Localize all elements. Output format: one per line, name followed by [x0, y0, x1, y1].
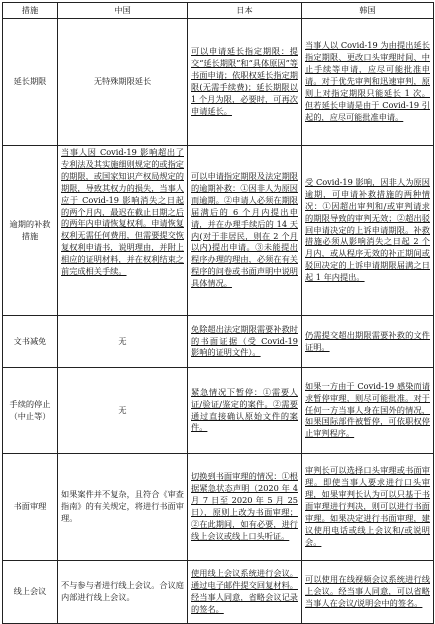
table-row-extension	[3, 19, 434, 146]
china-cell: 不与参与者进行线上会议。合议庭内部进行线上会议。	[58, 561, 188, 624]
measure-cell: 文书减免	[3, 316, 58, 368]
korea-cell: 审判长可以选择口头审理或书面审理。即使当事人要求进行口头审理，如果审判长认为可以只基于书面审理进行判决，则可以进行书面审理。如果决定进行书面审理，建议使用电话或线上会议和/或说明会。	[302, 454, 434, 561]
japan-cell: 可以申请延长指定期限：提交“延长期限”和“具体原因”等书面申请；依职权延长指定期限(无需手续费)；延长期限以 1 个月为限，必要时，可再次申请延长。	[188, 19, 302, 146]
japan-cell: 可以申请指定期限及法定期限的逾期补救：①因非人为原因而逾期。②申请人必须在期限届满后的 6 个月内提出申请，并在办理手续后的 14 天内(对于非居民，则在 2 个月以内)提出申请。③未能提出程序办理的理由，必须在有关程序的问卷或书面声明中说明具体情况。	[188, 146, 302, 316]
header-row	[3, 3, 434, 19]
header-japan: 日本	[188, 3, 302, 19]
measure-cell: 线上会议	[3, 561, 58, 624]
japan-cell: 紧急情况下暂停：①需要人证/验证/鉴定的案件。②需要通过直接确认原始文件的案件。	[188, 368, 302, 454]
korea-cell: 当事人以 Covid-19 为由提出延长指定期限、更改口头审理时间、中止手续等申请，应尽可能批准申请。对于优先审判和迅速审判，原则上对指定期限只能延长 1 次。但若延长申请是由于 Covid-19 引起的，应尽可能批准申请。	[302, 19, 434, 146]
measure-cell: 逾期的补救措施	[3, 146, 58, 316]
measure-cell: 书面审理	[3, 454, 58, 561]
header-korea: 韩国	[302, 3, 434, 19]
table-row-remedy	[3, 146, 434, 316]
header-measure: 措施	[3, 3, 58, 19]
table-row-documents	[3, 316, 434, 368]
korea-cell: 如果一方由于 Covid-19 感染而请求暂停审理，则尽可能批准。对于任何一方当事人身在国外的情况，如果国际部件被暂停，可依职权停止审判程序。	[302, 368, 434, 454]
measure-cell: 延长期限	[3, 19, 58, 146]
korea-cell: 受 Covid-19 影响，因非人为原因逾期，可申请补救措施的两种情况：①因超出审判和/或审判请求的期限导致的审判无效；②超出驳回申请决定的上诉申请期限。补救措施必须从影响消失之日起 2 个月内，或从程序无效的补正期间或驳回决定的上诉申请期限届满之日起 1 年内提出。	[302, 146, 434, 316]
comparison-table	[2, 2, 434, 624]
china-cell: 如果案件并不复杂，且符合《审查指南》的有关规定，将进行书面审理。	[58, 454, 188, 561]
table-row-written-review	[3, 454, 434, 561]
header-china: 中国	[58, 3, 188, 19]
table-row-suspension	[3, 368, 434, 454]
china-cell: 无	[58, 316, 188, 368]
japan-cell: 使用线上会议系统进行会议。通过电子邮件提交回复材料。经当事人同意，省略会议记录的签名。	[188, 561, 302, 624]
table-row-online-meeting	[3, 561, 434, 624]
china-cell: 当事人因 Covid-19 影响超出了专利法及其实施细则规定的或指定的期限，或国家知识产权局规定的期限，导致其权力的损失，当事人应于 Covid-19 影响消失之日起的两个月内，最迟在截止日期之后的两年内申请恢复权利。申请恢复权利无需任何费用，但需要提交恢复权利申请书，说明理由，并附上相应的证明材料，并在权利结束之前完成相关手续。	[58, 146, 188, 316]
korea-cell: 仍需提交超出期限需要补救的文件证明。	[302, 316, 434, 368]
china-cell: 无	[58, 368, 188, 454]
japan-cell: 免除超出法定期限需要补救时的书面证据（受 Covid-19 影响的证明文件）。	[188, 316, 302, 368]
china-cell: 无特殊期限延长	[58, 19, 188, 146]
japan-cell: 切换到书面审理的情况：①根据紧急状态声明（2020 年 4 月 7 日至 2020 年 5 月 25 日），原则上改为书面审理；②在此期间，如有必要，进行线上会议或线上口头听证。	[188, 454, 302, 561]
measure-cell: 手续的停止（中止等）	[3, 368, 58, 454]
korea-cell: 可以使用在线视频会议系统进行线上会议。经当事人同意，可以省略当事人在会议/说明会中的签名。	[302, 561, 434, 624]
